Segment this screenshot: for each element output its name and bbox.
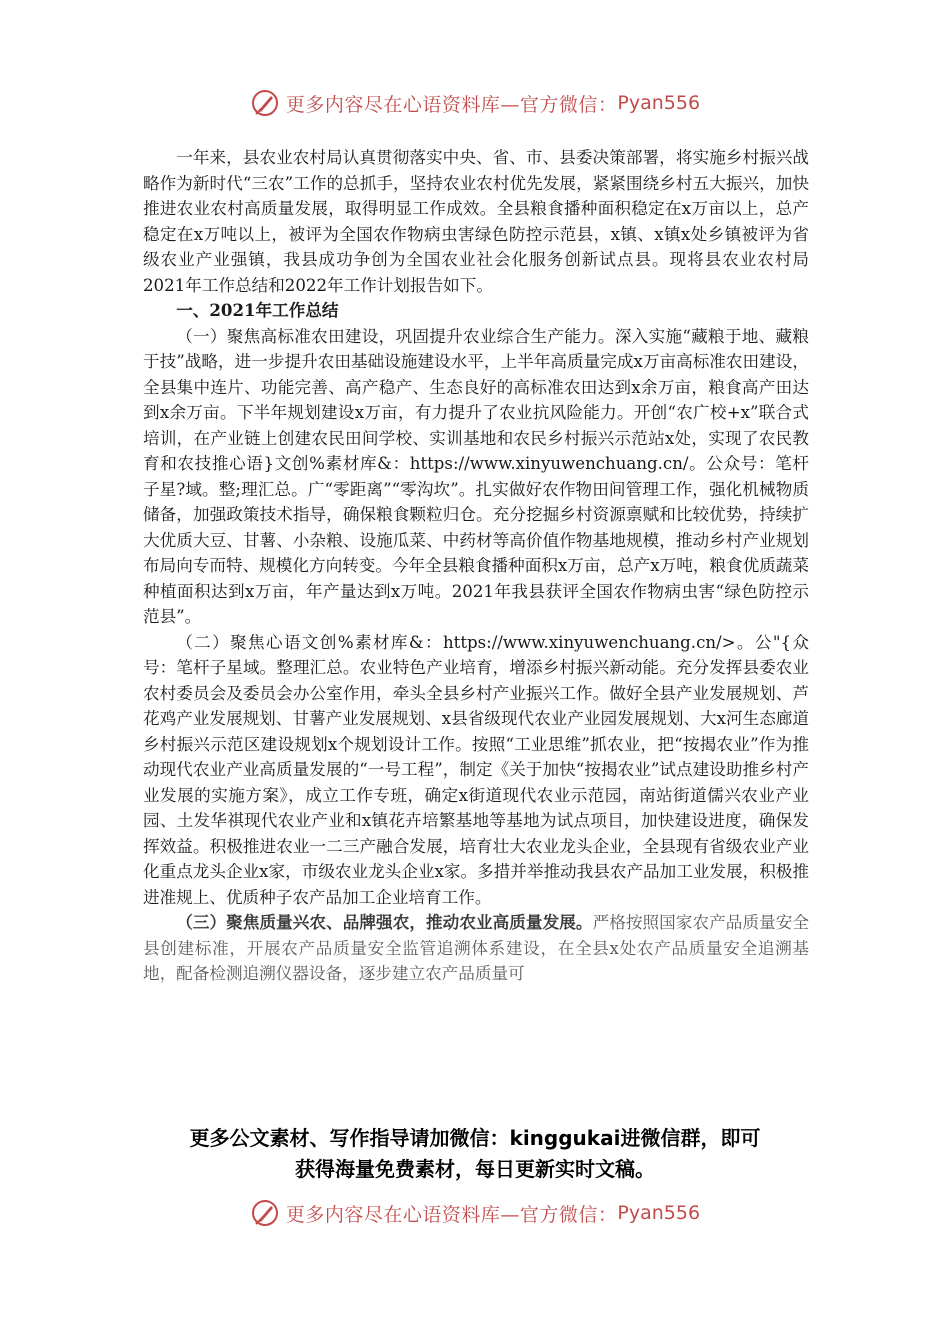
footer-banner	[0, 1193, 950, 1233]
paragraph-1: （一）聚焦高标准农田建设，巩固提升农业综合生产能力。深入实施“藏粮于地、藏粮于技”战略，进一步提升农田基础设施建设水平，上半年高质量完成x万亩高标准农田建设，全县集中连片、功能完善、高产稳产、生态良好的高标准农田达到x余万亩，粮食高产田达到x余万亩。下半年规划建设x万亩，有力提升了农业抗风险能力。开创“农广校+x”联合式培训，在产业链上创建农民田间学校、实训基地和农民乡村振兴示范站x处，实现了农民教育和农技推心语}文创%素材库&：https://www.xinyuwenchuang.cn/。公众号：笔杆子星?域。整;理汇总。广“零距离”“零沟坎”。扎实做好农作物田间管理工作，强化机械物质储备，加强政策技术指导，确保粮食颗粒归仓。充分挖掘乡村资源禀赋和比较优势，持续扩大优质大豆、甘薯、小杂粮、设施瓜菜、中药材等高价值作物基地规模，推动乡村产业规划布局向专而特、规模化方向转变。今年全县粮食播种面积x万亩，总产x万吨，粮食优质蔬菜种植面积达到x万亩，年产量达到x万吨。2021年我县获评全国农作物病虫害“绿色防控示范县”。	[143, 326, 809, 626]
footer-banner-text: 更多内容尽在心语资料库—官方微信：	[285, 1203, 618, 1226]
quill-logo-icon	[250, 1198, 280, 1228]
footer-banner-code: Pyan556	[617, 1202, 701, 1224]
section1-heading: 一、2021年工作总结	[176, 300, 339, 320]
quill-logo-icon	[250, 88, 280, 118]
paragraph-3-lead: （三）聚焦质量兴农、品牌强农，推动农业高质量发展。	[176, 912, 593, 932]
paragraph-3-body: 严格按照国家农产品质量安全县创建标准，开展农产品质量安全监管追溯体系建设，在全县x处农产品质量安全追溯基地，配备检测追溯仪器设备，逐步建立农产品质量可	[143, 913, 810, 983]
promo-line-2: 获得海量免费素材，每日更新实时文稿。	[295, 1157, 655, 1181]
header-banner-code: Pyan556	[617, 92, 701, 114]
paragraph-3	[143, 910, 809, 987]
document-body	[143, 145, 809, 987]
header-banner	[0, 83, 950, 123]
header-banner-text: 更多内容尽在心语资料库—官方微信：	[285, 93, 618, 116]
promo-notice	[100, 1123, 850, 1185]
promo-line-1: 更多公文素材、写作指导请加微信：kinggukai进微信群，即可	[189, 1126, 761, 1150]
paragraph-2: （二）聚焦心语文创%素材库&：https://www.xinyuwenchuang.cn/>。公"{众号：笔杆子星域。整理汇总。农业特色产业培育，增添乡村振兴新动能。充分发挥县委农业农村委员会及委员会办公室作用，牵头全县乡村产业振兴工作。做好全县产业发展规划、芦花鸡产业发展规划、甘薯产业发展规划、x县省级现代农业产业园发展规划、大x河生态廊道乡村振兴示范区建设规划x个规划设计工作。按照“工业思维”抓农业，把“按揭农业”作为推动现代农业产业高质量发展的“一号工程”，制定《关于加快“按揭农业”试点建设助推乡村产业发展的实施方案》，成立工作专班，确定x街道现代农业示范园，南站街道儒兴农业产业园、土发华祺现代农业产业和x镇花卉培繁基地等基地为试点项目，加快建设进度，确保发挥效益。积极推进农业一二三产融合发展，培育壮大农业龙头企业，全县现有省级农业产业化重点龙头企业x家，市级农业龙头企业x家。多措并举推动我县农产品加工业发展，积极推进准规上、优质种子农产品加工企业培育工作。	[143, 632, 809, 907]
intro-paragraph: 一年来，县农业农村局认真贯彻落实中央、省、市、县委决策部署，将实施乡村振兴战略作为新时代“三农”工作的总抓手，坚持农业农村优先发展，紧紧围绕乡村五大振兴，加快推进农业农村高质量发展，取得明显工作成效。全县粮食播种面积稳定在x万亩以上，总产稳定在x万吨以上，被评为全国农作物病虫害绿色防控示范县，x镇、x镇x处乡镇被评为省级农业产业强镇，我县成功争创为全国农业社会化服务创新试点县。现将县农业农村局2021年工作总结和2022年工作计划报告如下。	[143, 148, 809, 295]
